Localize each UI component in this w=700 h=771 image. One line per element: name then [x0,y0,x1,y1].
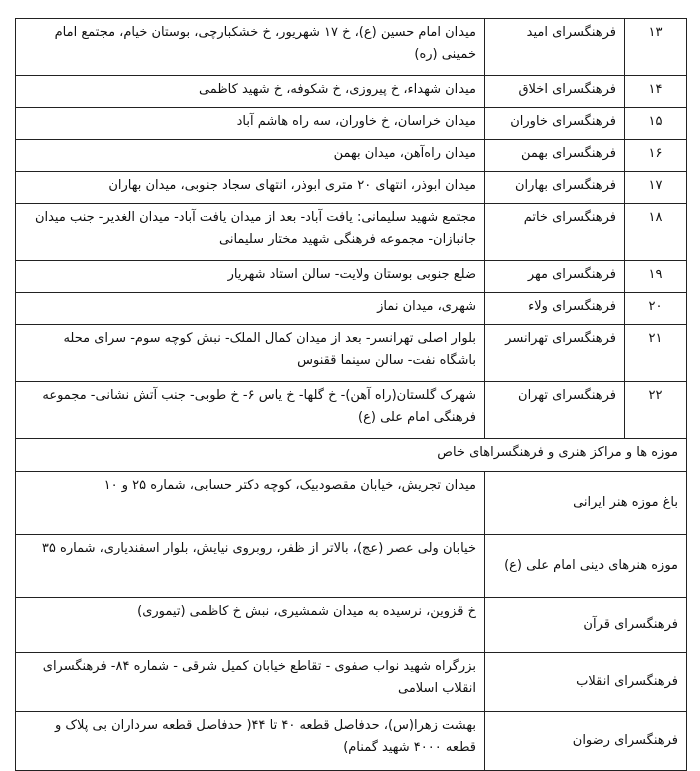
center-address: میدان ابوذر، انتهای ۲۰ متری ابوذر، انتهای سجاد جنوبی، میدان بهاران [16,172,485,204]
table-row [16,172,687,204]
special-row [16,712,687,771]
center-name: فرهنگسرای تهران [485,382,625,439]
special-row [16,598,687,653]
center-name: فرهنگسرای بهمن [485,140,625,172]
row-number: ۱۴ [625,76,687,108]
table-row [16,293,687,325]
special-name: باغ موزه هنر ایرانی [485,472,687,535]
center-address: میدان راه‌آهن، میدان بهمن [16,140,485,172]
special-row [16,653,687,712]
table-row [16,325,687,382]
row-number: ۲۲ [625,382,687,439]
table-row [16,76,687,108]
row-number: ۱۹ [625,261,687,293]
center-address: میدان امام حسین (ع)، خ ۱۷ شهریور، خ خشکبارچی، بوستان خیام، مجتمع امام خمینی (ره) [16,19,485,76]
center-address: شهری، میدان نماز [16,293,485,325]
section-row [16,439,687,472]
cultural-centers-table [15,18,687,771]
special-address: خیابان ولی عصر (عج)، بالاتر از ظفر، روبروی نیایش، بلوار اسفندیاری، شماره ۳۵ [16,535,485,598]
center-address: میدان خراسان، خ خاوران، سه راه هاشم آباد [16,108,485,140]
center-address: ضلع جنوبی بوستان ولایت- سالن استاد شهریار [16,261,485,293]
section-title: موزه ها و مراکز هنری و فرهنگسراهای خاص [16,439,687,472]
special-address: بهشت زهرا(س)، حدفاصل قطعه ۴۰ تا ۴۴( حدفاصل قطعه سرداران بی پلاک و قطعه ۴۰۰۰ شهید گمنام) [16,712,485,771]
table-row [16,204,687,261]
special-address: میدان تجریش، خیابان مقصودبیک، کوچه دکتر حسابی، شماره ۲۵ و ۱۰ [16,472,485,535]
row-number: ۱۶ [625,140,687,172]
special-row [16,472,687,535]
table-row [16,261,687,293]
table-row [16,108,687,140]
row-number: ۱۳ [625,19,687,76]
center-name: فرهنگسرای اخلاق [485,76,625,108]
special-address: خ قزوین، نرسیده به میدان شمشیری، نبش خ کاظمی (تیموری) [16,598,485,653]
center-name: فرهنگسرای خاتم [485,204,625,261]
center-name: فرهنگسرای بهاران [485,172,625,204]
center-address: بلوار اصلی تهرانسر- بعد از میدان کمال الملک- نبش کوچه سوم- سرای محله باشگاه نفت- سالن سینما ققنوس [16,325,485,382]
center-name: فرهنگسرای خاوران [485,108,625,140]
center-address: مجتمع شهید سلیمانی: یافت آباد- بعد از میدان یافت آباد- میدان الغدیر- جنب میدان جانبازان- مجموعه فرهنگی شهید مختار سلیمانی [16,204,485,261]
table-row [16,382,687,439]
row-number: ۲۱ [625,325,687,382]
row-number: ۱۷ [625,172,687,204]
center-address: میدان شهداء، خ پیروزی، خ شکوفه، خ شهید کاظمی [16,76,485,108]
special-row [16,535,687,598]
row-number: ۱۵ [625,108,687,140]
table-row [16,140,687,172]
row-number: ۱۸ [625,204,687,261]
special-address: بزرگراه شهید نواب صفوی - تقاطع خیابان کمیل شرقی - شماره ۸۴- فرهنگسرای انقلاب اسلامی [16,653,485,712]
center-name: فرهنگسرای امید [485,19,625,76]
center-address: شهرک گلستان(راه آهن)- خ گلها- خ یاس ۶- خ طوبی- جنب آتش نشانی- مجموعه فرهنگی امام علی (ع) [16,382,485,439]
special-name: موزه هنرهای دینی امام علی (ع) [485,535,687,598]
table-row [16,19,687,76]
center-name: فرهنگسرای تهرانسر [485,325,625,382]
special-name: فرهنگسرای قرآن [485,598,687,653]
center-name: فرهنگسرای ولاء [485,293,625,325]
special-name: فرهنگسرای رضوان [485,712,687,771]
row-number: ۲۰ [625,293,687,325]
special-name: فرهنگسرای انقلاب [485,653,687,712]
center-name: فرهنگسرای مهر [485,261,625,293]
